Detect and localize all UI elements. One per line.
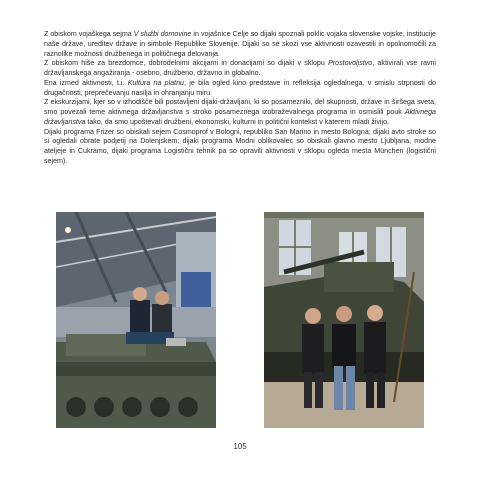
paragraph <box>44 128 436 167</box>
italic-text: Aktivnega državljanstva <box>44 108 436 126</box>
photo-group-with-tank <box>264 212 424 428</box>
paragraph <box>44 59 436 79</box>
italic-text: Prostovoljstvo <box>328 59 373 68</box>
text-span: Dijaki programa Frizer so obiskali sejem Cosmoprof v Bologni, republiko San Marino in mesto Bologna; dijaki avto stroke so si ogledali obrate podjetij na Dolenjskem; dijaki programa Modni oblikovalec so obiskali glavno mesto Ljubljana, modne ateljeje in Cukramo, dijaki programa Logistični tehnik pa so opravili aktivnosti v sklopu ogleda mesta München (logistični sejem). <box>44 127 436 165</box>
paragraph <box>44 30 436 59</box>
italic-text: Kultura na platnu <box>127 78 185 87</box>
text-span: Ena izmed aktivnosti, t.i. <box>44 78 128 87</box>
article-body <box>44 30 436 167</box>
text-span: Z obiskom hiše za brezdomce, dobrodelnimi akcijami in donacijami so dijaki v sklopu <box>44 59 329 68</box>
armored-vehicle-photo <box>56 212 216 428</box>
text-span: , je bila ogled kino predstave in refleksija ogledalnega, v smislu strpnosti do drugačnosti, preprečevanju nasilja in ohranjanju miru. <box>44 78 437 97</box>
italic-text: V službi domovine <box>133 30 192 38</box>
text-span: Z obiskom vojaškega sejma <box>44 30 134 38</box>
paragraph <box>44 98 436 127</box>
text-span: , aktivirali vse ravni državljanskega angažiranja - osebno, družbeno, državno in globalno. <box>44 59 436 77</box>
paragraph <box>44 79 436 99</box>
text-span: tako, da smo upoštevali družbeni, ekonomski, kulturni in politični kontekst v katerem mladi živijo. <box>85 117 389 126</box>
tank-group-photo <box>264 212 424 428</box>
page-number: 105 <box>233 442 247 451</box>
text-span: Z ekskurzijami, kjer so v izhodišče bili postavljeni dijaki-državljani, ki so posamezniki, del skupnosti, države in širšega sveta, smo povezali teme aktivnega državljanstva s stroko posameznega izobraževalnega programa in osmislili pouk <box>44 98 436 116</box>
photo-students-on-vehicle <box>56 212 216 428</box>
text-span: in vojašnice Celje so dijaki spoznali poklic vojaka slovenske vojske, institucije naše države, ureditev države in simbole Republike Slovenije. Dijaki so se skozi vse aktivnosti ozavestili in opolnomočili za raznolike možnosti družbenega in političnega delovanja. <box>44 30 436 58</box>
